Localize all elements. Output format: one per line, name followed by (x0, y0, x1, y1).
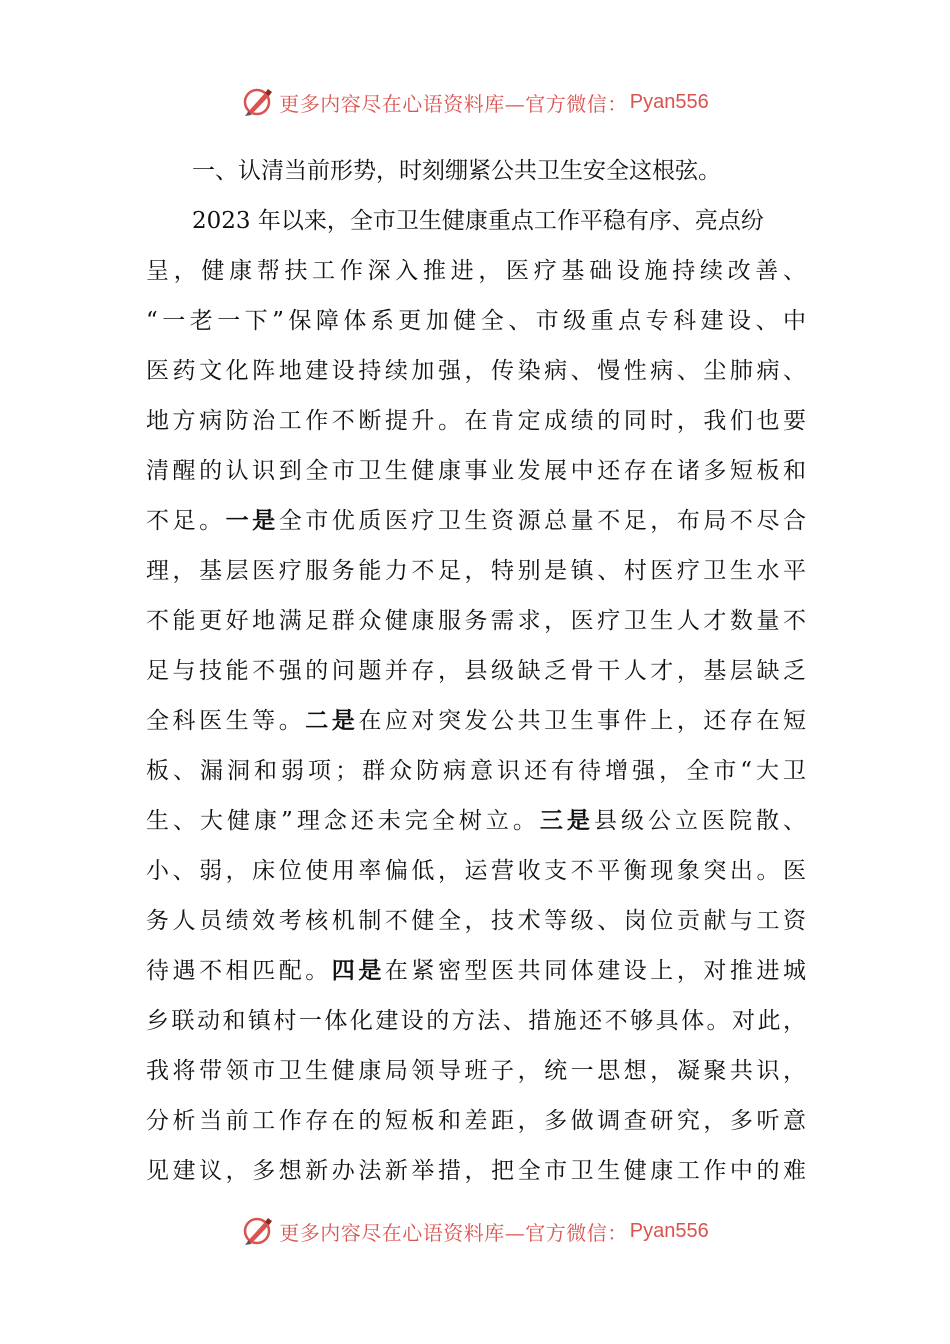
line-text: 我将带领市卫生健康局领导班子，统一思想，凝聚共识， (146, 1058, 806, 1084)
line-text: 全科医生等。 (146, 708, 306, 734)
line-text: 在应对突发公共卫生事件上，还存在短 (358, 708, 807, 734)
paragraph-line (146, 546, 806, 596)
body-paragraph (146, 196, 806, 1196)
line-text: 分析当前工作存在的短板和差距，多做调查研究，多听意 (146, 1108, 806, 1134)
line-text: 不能更好地满足群众健康服务需求，医疗卫生人才数量不 (146, 608, 806, 634)
line-text: 医药文化阵地建设持续加强，传染病、慢性病、尘肺病、 (146, 358, 806, 384)
paragraph-line (146, 346, 806, 396)
line-text: 待遇不相匹配。 (146, 958, 332, 984)
paragraph-line (146, 396, 806, 446)
paragraph-line (146, 946, 806, 996)
paragraph-line (146, 246, 806, 296)
paragraph-line (146, 1146, 806, 1196)
paragraph-line (146, 1046, 806, 1096)
watermark-text: 更多内容尽在心语资料库—官方微信： (279, 1220, 628, 1245)
line-text: 在紧密型医共同体建设上，对推进城 (384, 958, 807, 984)
paragraph-line (146, 196, 806, 246)
paragraph-line (146, 746, 806, 796)
line-text: 板、漏洞和弱项；群众防病意识还有待增强，全市“大卫 (146, 758, 806, 784)
line-text: 务人员绩效考核机制不健全，技术等级、岗位贡献与工资 (146, 908, 806, 934)
watermark-wechat-id: Pyan556 (629, 90, 709, 113)
document-body (146, 146, 806, 1196)
paragraph-line (146, 296, 806, 346)
paragraph-line (146, 696, 806, 746)
line-text: 清醒的认识到全市卫生健康事业发展中还存在诸多短板和 (146, 458, 806, 484)
line-text: 2023 年以来，全市卫生健康重点工作平稳有序、亮点纷 (192, 208, 764, 234)
paragraph-line (146, 496, 806, 546)
line-text: 小、弱，床位使用率偏低，运营收支不平衡现象突出。医 (146, 858, 806, 884)
watermark-banner-bottom (0, 1211, 950, 1251)
line-text: 生、大健康”理念还未完全树立。 (146, 808, 540, 834)
paragraph-line (146, 446, 806, 496)
paragraph-line (146, 896, 806, 946)
emphasis-text: 一是 (225, 507, 279, 534)
line-text: 理，基层医疗服务能力不足，特别是镇、村医疗卫生水平 (146, 558, 806, 584)
line-text: 县级公立医院散、 (593, 808, 807, 834)
paragraph-line (146, 1096, 806, 1146)
emphasis-text: 二是 (305, 707, 359, 734)
paragraph-line (146, 996, 806, 1046)
paragraph-line (146, 846, 806, 896)
line-text: 乡联动和镇村一体化建设的方法、措施还不够具体。对此， (146, 1008, 806, 1034)
emphasis-text: 四是 (331, 957, 385, 984)
line-text: 见建议，多想新办法新举措，把全市卫生健康工作中的难 (146, 1158, 806, 1184)
watermark-text: 更多内容尽在心语资料库—官方微信： (279, 91, 628, 116)
emphasis-text: 三是 (539, 807, 594, 834)
paragraph-line (146, 646, 806, 696)
pen-logo-icon (241, 85, 275, 119)
line-text: 全市优质医疗卫生资源总量不足，布局不尽合 (278, 508, 807, 534)
line-text: 地方病防治工作不断提升。在肯定成绩的同时，我们也要 (146, 408, 806, 434)
section-heading: 一、认清当前形势，时刻绷紧公共卫生安全这根弦。 (192, 158, 721, 184)
line-text: 呈，健康帮扶工作深入推进，医疗基础设施持续改善、 (146, 258, 806, 284)
line-text: 足与技能不强的问题并存，县级缺乏骨干人才，基层缺乏 (146, 658, 806, 684)
watermark-wechat-id: Pyan556 (629, 1219, 709, 1242)
pen-logo-icon (241, 1214, 275, 1248)
paragraph-line (146, 596, 806, 646)
paragraph-line (146, 796, 806, 846)
line-text: “一老一下”保障体系更加健全、市级重点专科建设、中 (146, 308, 806, 334)
watermark-banner-top (0, 82, 950, 122)
line-text: 不足。 (146, 508, 226, 534)
